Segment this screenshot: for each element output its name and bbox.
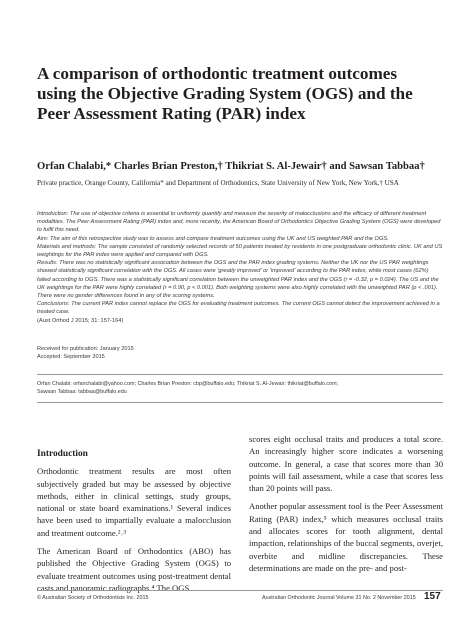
intro-paragraph-1: Orthodontic treatment results are most often subjectively graded but may be assessed by objective methods, either in clinical settings, study groups, national or state board examinations.¹ Several indices have been used to impartially evaluate a malocclusion and treatment outcome.²˒³	[37, 466, 231, 538]
author-list: Orfan Chalabi,* Charles Brian Preston,† Thikriat S. Al-Jewair† and Sawsan Tabbaa†	[37, 161, 425, 172]
abstract-citation: (Aust Orthod J 2015; 31: 157-164)	[37, 317, 124, 324]
right-paragraph-2: Another popular assessment tool is the Peer Assessment Rating (PAR) index,⁵ which measures occlusal traits and allocates scores for tooth alignment, dental impaction, relationships of the buccal segments, overjet, overbite and midline discrepancies. These determinations are made on the pre- and post-	[249, 501, 443, 573]
right-paragraph-1: scores eight occlusal traits and produces a total score. An increasingly higher score indicates a worsening outcome. In general, a case that scores more than 30 points will fail assessment, while a case that scores less than 20 points will pass.	[249, 434, 443, 494]
email-line-1: Orfan Chalabi: orfanchalabi@yahoo.com; Charles Brian Preston: cbp@buffalo.edu; Thikriat S. Al-Jewair: thikriat@buffalo.com;	[37, 381, 339, 387]
email-line-2: Sawsan Tabbaa: tabbaa@buffalo.edu	[37, 389, 127, 396]
accepted-date: Accepted: September 2015	[37, 354, 105, 361]
left-column	[37, 448, 231, 600]
article-title: A comparison of orthodontic treatment outcomes using the Objective Grading System (OGS) and the Peer Assessment Rating (PAR) index	[37, 64, 413, 123]
right-column	[249, 433, 443, 580]
author-emails	[37, 380, 447, 397]
section-heading-introduction: Introduction	[37, 449, 88, 459]
footer-divider	[37, 590, 443, 591]
page-number: 157	[424, 591, 441, 602]
journal-info: Australian Orthodontic Journal Volume 31 No. 2 November 2015	[262, 595, 416, 601]
abstract-introduction: Introduction: The use of objective criteria is essential to uniformly quantify and measure the severity of malocclusions and the efficacy of different treatment modalities. The Peer Assessment Rating (PAR) index and, more recently, the American Board of Orthodontics Objective Grading System (OGS) were developed to fulfil this need.	[37, 211, 441, 234]
abstract	[37, 210, 443, 325]
publication-dates	[37, 345, 337, 362]
intro-paragraph-2: The American Board of Orthodontics (ABO) has published the Objective Grading System (OGS) to evaluate treatment outcomes using post-treatment dental casts and panoramic radiographs.⁴ The OGS	[37, 546, 232, 593]
divider	[37, 374, 443, 375]
abstract-methods: Materials and methods: The sample consisted of randomly selected records of 50 patients treated by residents in one postgraduate orthodontic clinic. UK and US weightings for the PAR index were applied and compared with OGS.	[37, 243, 443, 259]
affiliation: Private practice, Orange County, California* and Department of Orthodontics, State University of New York, New York,† USA	[37, 179, 399, 187]
abstract-conclusions: Conclusions: The current PAR index cannot replace the OGS for evaluating treatment outcomes. The current OGS cannot detect the improvement achieved in a treated case.	[37, 301, 440, 316]
abstract-results: Results: There was no statistically significant association between the OGS and the PAR index grading systems. Neither the UK nor the US PAR weightings showed statistically significant correlation with the OGS. All cases were 'greatly improved' or 'improved' according to the PAR index, while most cases (62%) failed according to OGS. There was a statistically significant correlation between the unweighted PAR index and the OGS (r = -0.32, p = 0.024). The US and the UK weightings for the PAR were highly correlated (r = 0.90, p < 0.001). Both weighting systems were also highly correlated with the unweighted PAR (p < .001). There were no gender differences found in any of the scoring systems.	[37, 260, 439, 300]
copyright: © Australian Society of Orthodontists Inc. 2015	[37, 595, 149, 601]
divider	[37, 402, 443, 403]
received-date: Received for publication: January 2015	[37, 346, 134, 352]
abstract-aim: Aim: The aim of this retrospective study was to assess and compare treatment outcomes using the UK and US weighted PAR and the OGS.	[37, 235, 389, 242]
